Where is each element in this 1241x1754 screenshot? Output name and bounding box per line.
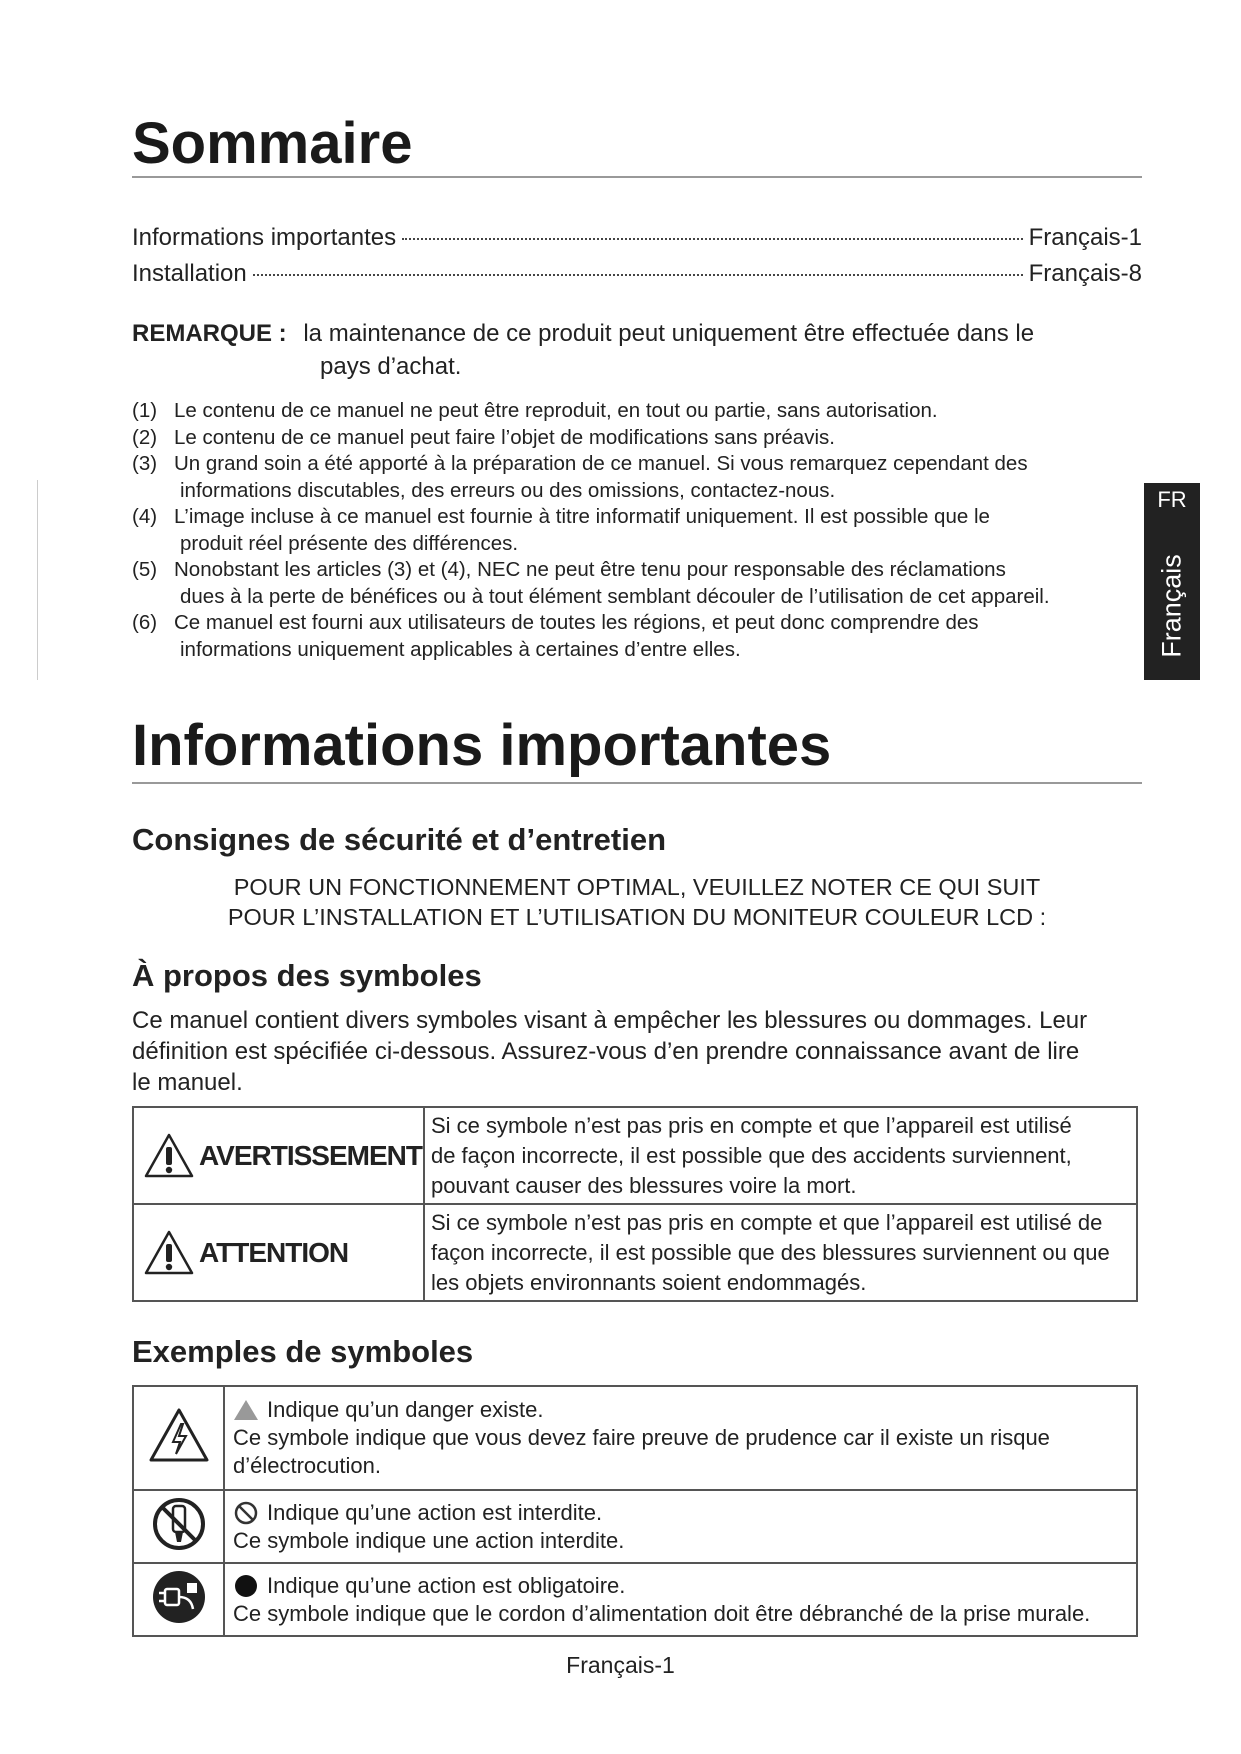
leader-dots bbox=[402, 238, 1023, 240]
example-line: d’électrocution. bbox=[233, 1453, 381, 1478]
warning-table bbox=[132, 1106, 1138, 1302]
desc-line: de façon incorrecte, il est possible que des accidents surviennent, bbox=[430, 1142, 1072, 1168]
example-line: Ce symbole indique une action interdite. bbox=[233, 1527, 625, 1553]
examples-table bbox=[132, 1385, 1138, 1637]
caution-label: ATTENTION bbox=[199, 1236, 349, 1268]
toc-entry-label: Informations importantes bbox=[132, 224, 397, 251]
desc-line: Si ce symbole n’est pas pris en compte et que l’appareil est utilisé de bbox=[430, 1209, 1103, 1235]
note-text-cont: informations uniquement applicables à certaines d’entre elles. bbox=[180, 637, 741, 661]
symbols-heading: À propos des symboles bbox=[132, 958, 482, 993]
warning-label: AVERTISSEMENT bbox=[199, 1139, 422, 1171]
desc-line: les objets environnants soient endommagés. bbox=[430, 1269, 867, 1295]
note-text: L’image incluse à ce manuel est fournie à titre informatif uniquement. Il est possible que le bbox=[174, 505, 990, 528]
remark-line1: la maintenance de ce produit peut uniquement être effectuée dans le bbox=[303, 320, 1035, 347]
remark-label: REMARQUE : bbox=[132, 320, 287, 347]
examples-heading: Exemples de symboles bbox=[132, 1334, 474, 1369]
language-code: FR bbox=[1157, 487, 1187, 512]
note-text-cont: produit réel présente des différences. bbox=[180, 531, 519, 555]
note-number: (3) bbox=[132, 452, 158, 475]
safety-notice bbox=[132, 872, 1142, 932]
toc-entry-label: Installation bbox=[132, 260, 247, 287]
note-number: (1) bbox=[132, 399, 158, 422]
warning-triangle-icon bbox=[143, 1132, 195, 1180]
section-rule bbox=[132, 782, 1142, 784]
caution-triangle-icon bbox=[143, 1229, 195, 1277]
note-text: Le contenu de ce manuel peut faire l’objet de modifications sans préavis. bbox=[174, 425, 835, 449]
example-title: Indique qu’un danger existe. bbox=[267, 1397, 544, 1422]
table-row bbox=[133, 1386, 1137, 1490]
prohibited-disassembly-icon bbox=[151, 1496, 207, 1552]
safety-heading: Consignes de sécurité et d’entretien bbox=[132, 822, 667, 857]
symbols-intro bbox=[132, 1005, 1142, 1098]
list-item bbox=[132, 451, 1132, 504]
table-row bbox=[133, 1204, 1137, 1301]
safety-line: POUR L’INSTALLATION ET L’UTILISATION DU MONITEUR COULEUR LCD : bbox=[227, 904, 1047, 930]
note-text-cont: dues à la perte de bénéfices ou à tout élément semblant découler de l’utilisation de cet appareil. bbox=[180, 584, 1050, 608]
note-text: Le contenu de ce manuel ne peut être reproduit, en tout ou partie, sans autorisation. bbox=[174, 399, 938, 422]
toc-title: Sommaire bbox=[132, 111, 413, 176]
note-text: Un grand soin a été apporté à la préparation de ce manuel. Si vous remarquez cependant des bbox=[174, 452, 1028, 475]
toc-entry[interactable] bbox=[132, 260, 1142, 288]
remark bbox=[132, 320, 1132, 380]
table-row bbox=[133, 1490, 1137, 1563]
note-text-cont: informations discutables, des erreurs ou des omissions, contactez-nous. bbox=[180, 478, 836, 502]
note-number: (5) bbox=[132, 558, 158, 581]
example-title: Indique qu’une action est obligatoire. bbox=[267, 1572, 626, 1598]
toc-entry-page: Français-8 bbox=[1028, 260, 1142, 287]
toc-entry-page: Français-1 bbox=[1028, 224, 1142, 251]
language-name: Français bbox=[1156, 554, 1187, 658]
note-number: (6) bbox=[132, 611, 158, 634]
desc-line: façon incorrecte, il est possible que des blessures surviennent ou que bbox=[430, 1239, 1110, 1265]
table-row bbox=[133, 1563, 1137, 1636]
danger-triangle-icon bbox=[233, 1399, 259, 1421]
title-rule bbox=[132, 176, 1142, 178]
toc-entry[interactable] bbox=[132, 224, 1142, 252]
desc-line: Si ce symbole n’est pas pris en compte et que l’appareil est utilisé bbox=[430, 1112, 1072, 1138]
electric-shock-icon bbox=[147, 1406, 211, 1466]
list-item bbox=[132, 557, 1132, 610]
note-number: (2) bbox=[132, 425, 158, 449]
mandatory-icon bbox=[233, 1573, 259, 1599]
example-title: Indique qu’une action est interdite. bbox=[267, 1499, 603, 1525]
list-item bbox=[132, 398, 1132, 425]
note-text: Ce manuel est fourni aux utilisateurs de toutes les régions, et peut donc comprendre des bbox=[174, 611, 979, 634]
list-item bbox=[132, 425, 1132, 452]
note-text: Nonobstant les articles (3) et (4), NEC ne peut être tenu pour responsable des réclamations bbox=[174, 558, 1006, 581]
language-tab[interactable] bbox=[1144, 483, 1200, 680]
section-title: Informations importantes bbox=[132, 713, 832, 778]
remark-line2: pays d’achat. bbox=[320, 353, 462, 380]
intro-line: le manuel. bbox=[132, 1069, 243, 1096]
note-number: (4) bbox=[132, 505, 158, 528]
notes-list bbox=[132, 398, 1132, 663]
prohibited-icon bbox=[233, 1500, 259, 1526]
example-line: Ce symbole indique que le cordon d’alimentation doit être débranché de la prise murale. bbox=[233, 1600, 1091, 1626]
unplug-icon bbox=[151, 1569, 207, 1625]
margin-line bbox=[37, 480, 38, 680]
safety-line: POUR UN FONCTIONNEMENT OPTIMAL, VEUILLEZ NOTER CE QUI SUIT bbox=[233, 874, 1041, 900]
table-row bbox=[133, 1107, 1137, 1204]
intro-line: définition est spécifiée ci-dessous. Assurez-vous d’en prendre connaissance avant de lire bbox=[132, 1038, 1080, 1065]
intro-line: Ce manuel contient divers symboles visant à empêcher les blessures ou dommages. Leur bbox=[132, 1007, 1088, 1034]
list-item bbox=[132, 610, 1132, 663]
list-item bbox=[132, 504, 1132, 557]
example-line: Ce symbole indique que vous devez faire preuve de prudence car il existe un risque bbox=[233, 1425, 1050, 1450]
desc-line: pouvant causer des blessures voire la mort. bbox=[430, 1172, 857, 1198]
leader-dots bbox=[253, 274, 1023, 276]
page-number: Français-1 bbox=[566, 1652, 675, 1678]
